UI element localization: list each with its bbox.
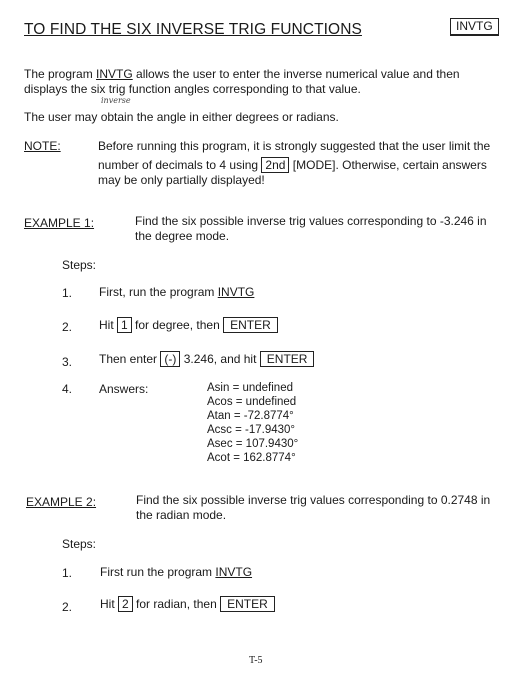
step-2-text [99,317,278,333]
example-1-desc-2: the degree mode. [135,229,230,243]
step-text: Hit [99,318,117,332]
answer-atan: Atan = -72.8774° [207,410,294,422]
answer-asec: Asec = 107.9430° [207,438,299,450]
answer-list [207,381,298,465]
step-text: First, run the program [99,285,218,299]
answers-label: Answers: [99,382,149,396]
note-line-3: may be only partially displayed! [98,173,265,187]
example-2-desc-1: Find the six possible inverse trig values corresponding to 0.2748 in [136,493,491,507]
step-1-text [99,285,254,300]
step-number: 1. [62,566,73,580]
intro-line-3: The user may obtain the angle in either degrees or radians. [24,110,339,124]
step-number: 2. [62,320,73,334]
step-text: Then enter [99,352,161,366]
step-3-text [99,351,314,367]
key-1: 1 [117,317,132,333]
example-1-steps-label: Steps: [62,258,97,272]
step-text: Hit [100,597,118,611]
program-name: INVTG [215,565,253,579]
answer-acos: Acos = undefined [207,396,297,408]
note-line-2 [98,157,487,173]
key-enter: ENTER [220,596,275,612]
key-enter: ENTER [260,351,315,367]
step-number: 3. [62,355,73,369]
intro-line-2: displays the six trig function angles corresponding to that value. [24,82,361,96]
example-2-label: EXAMPLE 2: [26,495,97,509]
step-text: for radian, then [132,597,221,611]
answer-acot: Acot = 162.8774° [207,452,296,464]
example-2-step-1-text [100,565,252,580]
example-2-desc-2: the radian mode. [136,508,227,522]
page-title: TO FIND THE SIX INVERSE TRIG FUNCTIONS [24,21,362,38]
program-name: INVTG [217,285,255,299]
example-2-steps-label: Steps: [62,537,97,551]
key-2: 2 [118,596,133,612]
program-tag: INVTG [450,18,499,35]
program-name: INVTG [96,67,133,81]
note-label: NOTE: [24,139,61,153]
example-1-label: EXAMPLE 1: [24,216,95,230]
intro-text: The program [24,67,97,81]
intro-text: allows the user to enter the inverse numerical value and then [132,67,460,81]
example-1-desc-1: Find the six possible inverse trig values corresponding to -3.246 in [135,214,487,228]
intro-line-1 [24,67,460,82]
key-enter: ENTER [223,317,278,333]
key-2nd: 2nd [261,157,289,173]
step-text: 3.246, and hit [180,352,260,366]
note-text: [MODE]. Otherwise, certain answers [289,158,487,172]
example-2-step-2-text [100,596,275,612]
answer-acsc: Acsc = -17.9430° [207,424,296,436]
key-negative: (-) [160,351,180,367]
note-text: number of decimals to 4 using [98,158,262,172]
answer-asin: Asin = undefined [207,382,293,394]
step-text: for degree, then [131,318,224,332]
step-number: 4. [62,382,73,396]
step-number: 1. [62,286,73,300]
page-number: T-5 [249,655,263,666]
handwritten-annotation: inverse [101,96,131,105]
note-line-1: Before running this program, it is strongly suggested that the user limit the [98,139,491,153]
step-text: First run the program [100,565,216,579]
step-number: 2. [62,600,73,614]
